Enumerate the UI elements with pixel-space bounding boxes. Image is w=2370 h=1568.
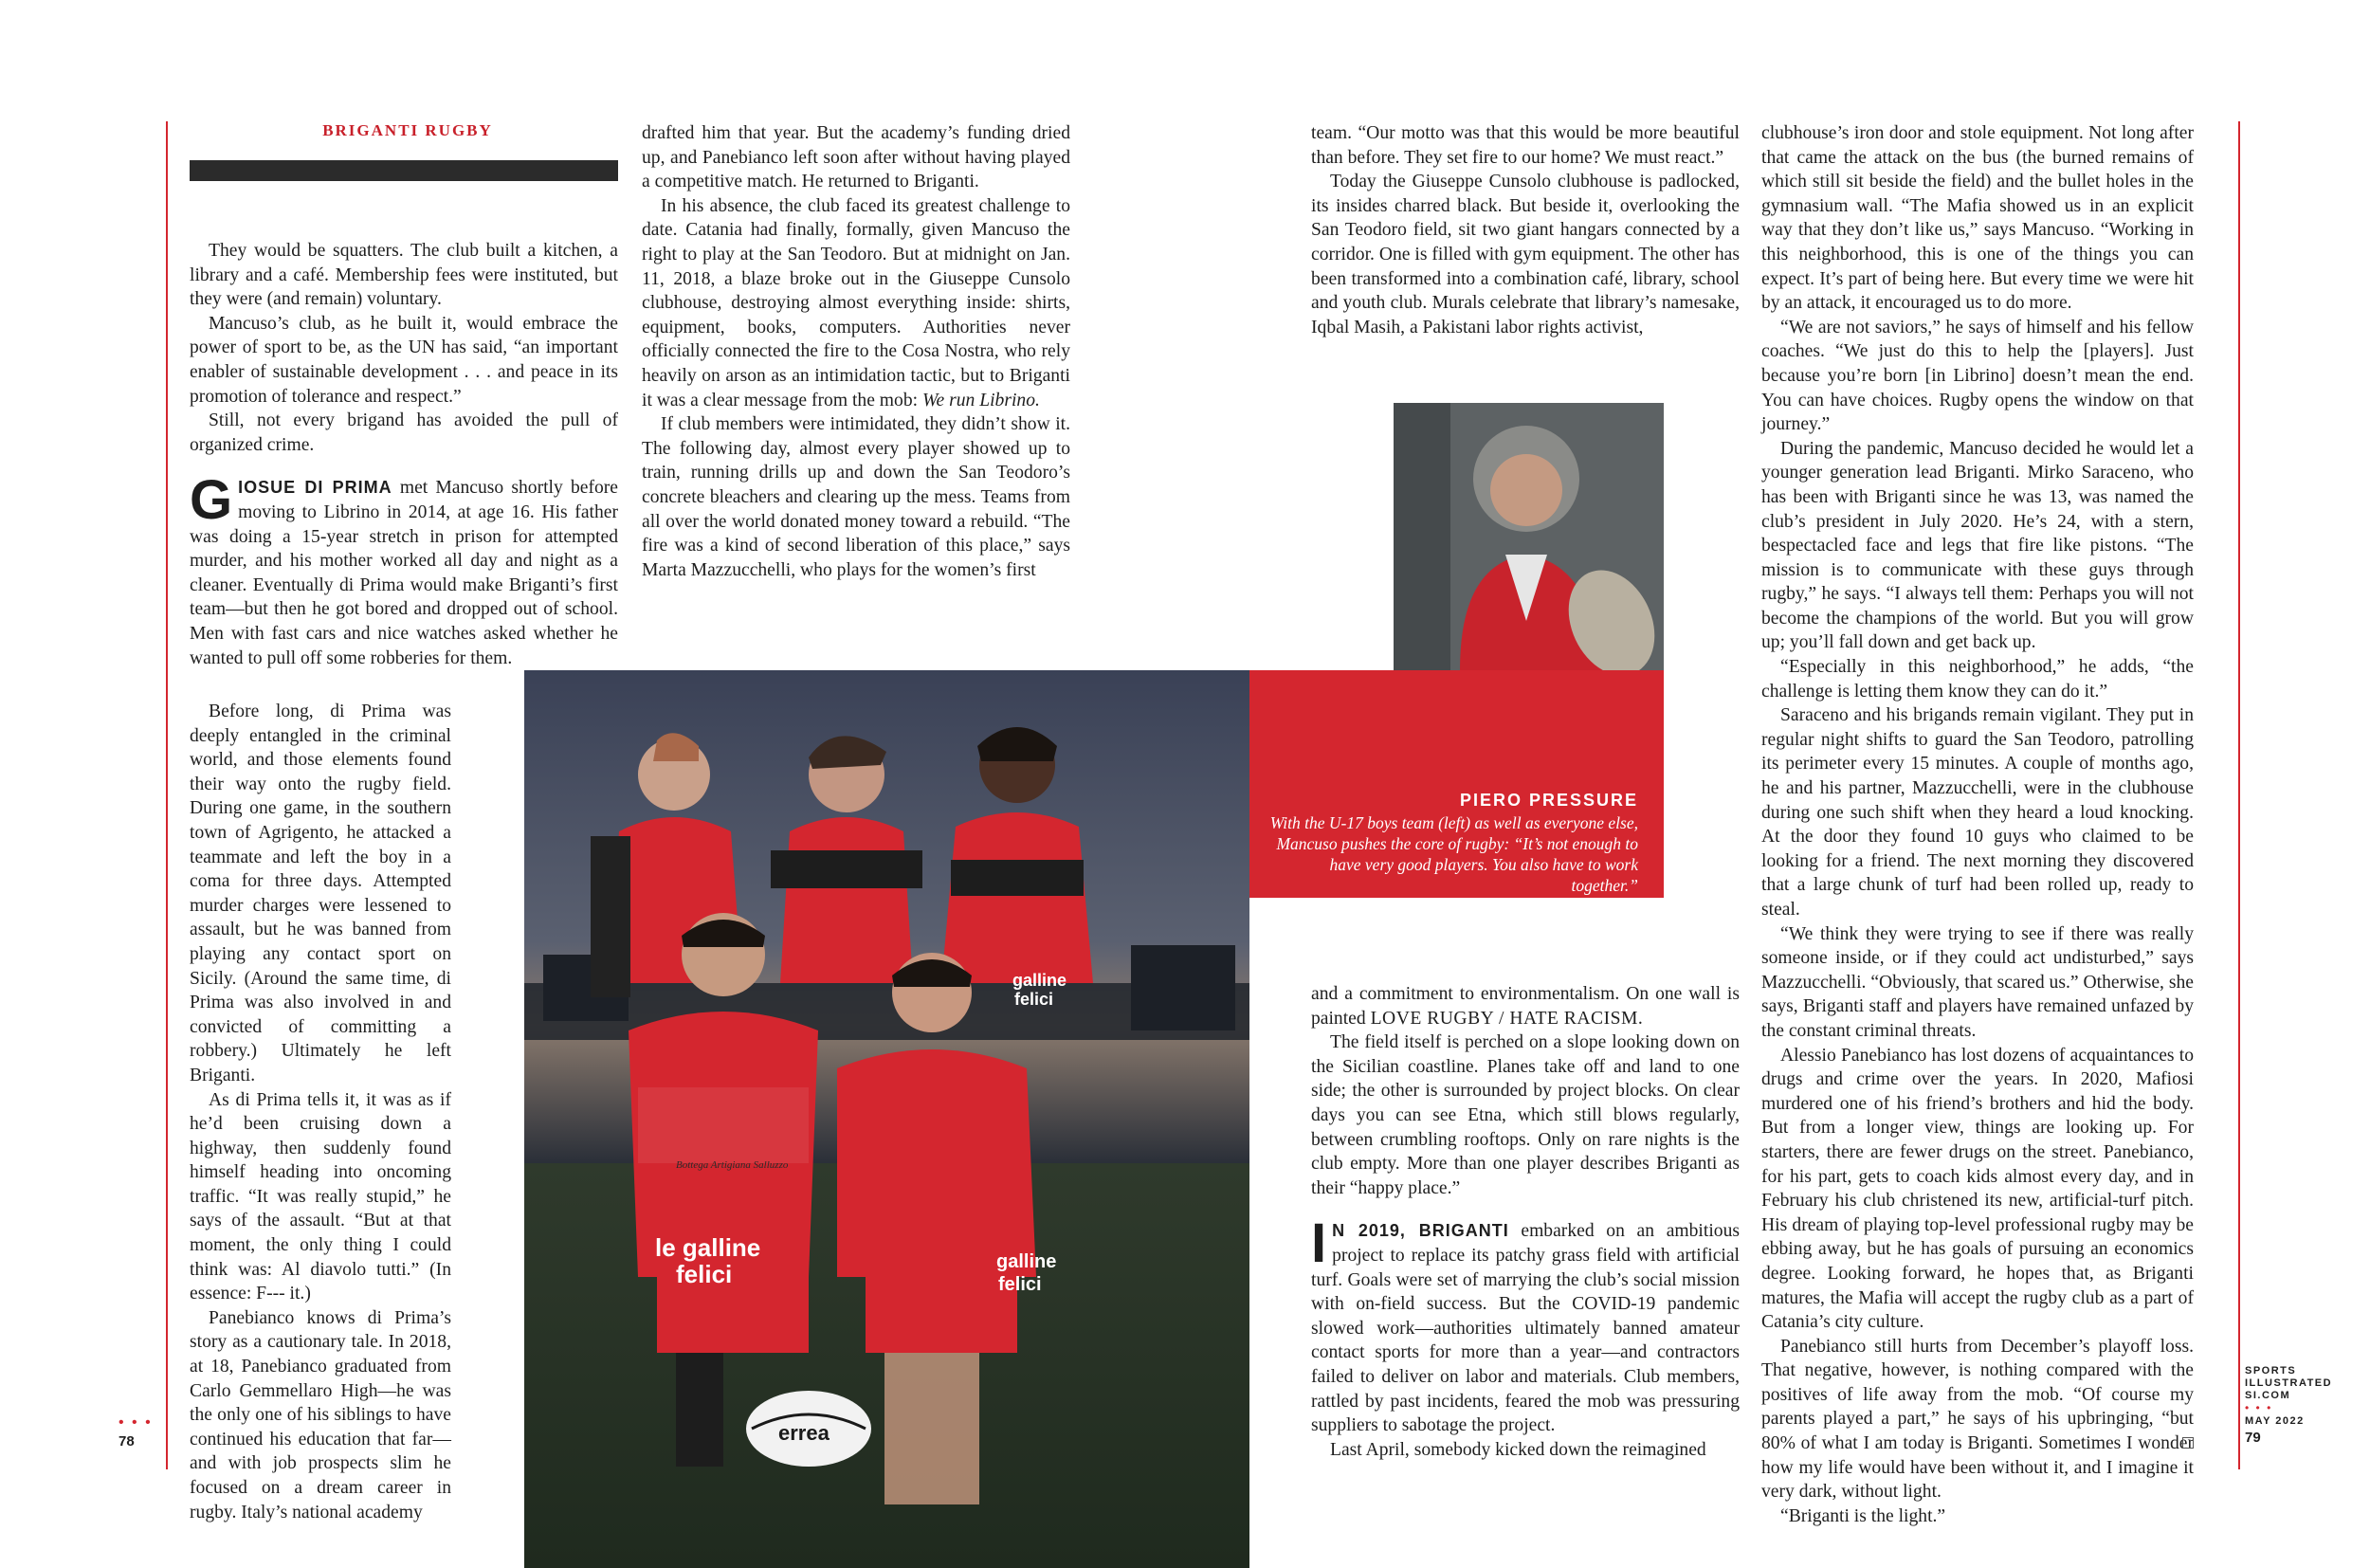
paragraph: “We think they were trying to see if there was really someone inside, or if they could act undisturbed,” says Mazzucchelli. “Obviously, that scared us.” Otherwise, she says, Briganti staff and players have remained unfazed by the constant criminal threats. <box>1761 923 2194 1041</box>
paragraph-text: met Mancuso shortly before moving to Librino in 2014, at age 16. His father was doing a 15-year stretch in prison for attempted murder, and his mother worked all day and night as a cleaner. Eventually di Prima would make Briganti’s first team—but then he got bored and dropped out of school. Men with fast cars and nice watches asked whether he wanted to pull off some robberies for them. <box>190 478 618 668</box>
left-margin-rule <box>166 121 168 1469</box>
paragraph: “Briganti is the light.” <box>1780 1505 1946 1526</box>
paragraph-text: In his absence, the club faced its greatest challenge to date. Catania had finally, formally, given Mancuso the right to play at the San Teodoro. But at midnight on Jan. 11, 2018, a blaze broke out in the Giuseppe Cunsolo clubhouse, destroying almost everything inside: shirts, equipment, books, computers. Authorities never officially connected the fire to the Cosa Nostra, who rely heavily on arson as an intimidation tactic, but to Briganti it was a clear message from the mob: <box>642 195 1070 410</box>
team-photo-illustration <box>524 670 1249 1568</box>
column-1-lower <box>190 700 451 1524</box>
drop-cap: I <box>1311 1212 1327 1275</box>
lead-in: N 2019, BRIGANTI <box>1332 1221 1509 1241</box>
section-bar <box>190 160 618 181</box>
magazine-name: SPORTS <box>2245 1365 2297 1377</box>
paragraph-text: . <box>1637 1008 1643 1029</box>
painted-slogan: LOVE RUGBY / HATE RACISM <box>1370 1008 1638 1029</box>
right-margin-rule <box>2238 121 2240 1469</box>
paragraph: During the pandemic, Mancuso decided he would let a younger generation lead Briganti. Mirko Saraceno, who has been with Briganti since he was 13, was named the club’s president in July 2020. He’s 24, with a stern, bespectacled face and legs that fire like pistons. “The mission is to communicate with these guys through rugby,” he says. “I always tell them: Perhaps you will not become the champions of the world. But you will grow up; you’ll fall down and get back up. <box>1761 438 2194 653</box>
end-mark-icon <box>2182 1437 2194 1449</box>
paragraph-text: and a commitment to environmentalism. On one wall is painted <box>1311 984 1740 1029</box>
paragraph: clubhouse’s iron door and stole equipment. Not long after that came the attack on the bus (the burned remains of which still sit beside the field) and the bullet holes in the gymnasium wall. “The Mafia showed us in an explicit way that they don’t like us,” says Mancuso. “Working in this neighborhood, this is one of the things you can expect. It’s part of being here. But every time we were hit by an attack, it encouraged us to do more. <box>1761 123 2194 314</box>
jersey-sponsor-text: galline <box>1012 971 1067 990</box>
paragraph: “We are not saviors,” he says of himself and his fellow coaches. “We just do this to help the [players]. Just because you’re born [in Librino] doesn’t mean the end. You can have choices. Rugby opens the window on that journey.” <box>1761 317 2194 435</box>
jersey-sponsor-text: galline <box>996 1251 1057 1272</box>
paragraph: Panebianco knows di Prima’s story as a cautionary tale. In 2018, at 18, Panebianco graduated from Carlo Gemmellaro High—he was the only one of his siblings to have continued his education that far—and with job prospects slim he focused on a dream career in rugby. Italy’s national academy <box>190 1307 451 1522</box>
paragraph-text: embarked on an ambitious project to replace its patchy grass field with artificial turf. Goals were set of marrying the club’s social mission with on-field success. But the COVID-19 pandemic slowed work—authorities ultimately banned amateur contact sports for more than a year—and contractors failed to deliver on labor and materials. Club members, rattled by past incidents, feared the mob was pressuring suppliers to sabotage the project. <box>1311 1221 1740 1436</box>
rugby-ball-icon <box>746 1391 871 1467</box>
coach-portrait-illustration <box>1394 403 1664 670</box>
ball-brand-text: errea <box>778 1421 830 1445</box>
paragraph: Before long, di Prima was deeply entangled in the criminal world, and those elements found their way onto the rugby field. During one game, in the southern town of Agrigento, he attacked a teammate and left the boy in a coma for three days. Attempted murder charges were lessened to assault, but he was banned from playing any contact sport on Sicily. (Around the same time, di Prima was also involved in and convicted of committing a robbery.) Ultimately he left Briganti. <box>190 702 451 1085</box>
jersey-sponsor-text: felici <box>676 1260 733 1288</box>
team-photo <box>524 670 1249 1568</box>
paragraph: Last April, somebody kicked down the reimagined <box>1330 1439 1706 1460</box>
italic-text: We run Librino. <box>921 390 1040 410</box>
paragraph <box>1311 982 1740 1030</box>
paragraph: The field itself is perched on a slope looking down on the Sicilian coastline. Planes take off and land to one side; the other is surrounded by project blocks. On clear days you can see Etna, which still blows regularly, between crumbling rooftops. Only on rare nights is the club empty. More than one player describes Briganti as their “happy place.” <box>1311 1032 1740 1198</box>
jersey-sponsor-text: felici <box>1014 990 1054 1009</box>
paragraph-lead <box>190 469 618 670</box>
paragraph: Alessio Panebianco has lost dozens of acquaintances to drugs and crime over the years. In 2020, Mafiosi murdered one of his friend’s brothers and hid the body. But from a longer view, things are looking up. For starters, there are fewer drugs on the street. Panebianco, for his part, gets to coach kids almost every day, and in February his club christened its new, artificial-turf pitch. His dream of playing top-level professional rugby may be ebbing away, but he has goals of pursuing an economics degree. Looking forward, he hopes that, as Briganti matures, the Mafia will accept the rugby club as a part of Catania’s city culture. <box>1761 1045 2194 1333</box>
caption-headline: PIERO PRESSURE <box>1459 791 1638 810</box>
coach-portrait <box>1394 403 1664 670</box>
paragraph: If club members were intimidated, they didn’t show it. The following day, almost every player showed up to train, running drills up and down the San Teodoro’s concrete bleachers and clearing up the mess. Teams from all over the world donated money toward a rebuild. “The fire was a kind of second liberation of this place,” says Marta Mazzucchelli, who plays for the women’s first <box>642 414 1070 580</box>
paragraph: Panebianco still hurts from December’s playoff loss. That negative, however, is nothing compared with the positives of life away from the mob. “Of course my parents played a part,” he says of his upbringing, “but 80% of what I am today is Briganti. Sometimes I wonder how my life would have been without it, and I imagine it very dark, without light. <box>1761 1336 2194 1503</box>
paragraph: Mancuso’s club, as he built it, would embrace the power of sport to be, as the UN has said, “an important enabler of sustainable development . . . and peace in its promotion of tolerance and respect.” <box>190 313 618 407</box>
paragraph: “Especially in this neighborhood,” he adds, “the challenge is letting them know they can do it.” <box>1761 657 2194 702</box>
folio-dots-left: • • • <box>118 1414 153 1431</box>
page-number-right: 79 <box>2245 1430 2261 1446</box>
paragraph <box>642 194 1070 412</box>
column-4 <box>1761 121 2194 1528</box>
column-2 <box>642 121 1070 582</box>
issue-date: MAY 2022 <box>2245 1415 2305 1427</box>
jersey-sponsor-text: Bottega Artigiana Salluzzo <box>676 1159 789 1171</box>
column-3-upper <box>1311 121 1740 339</box>
paragraph: As di Prima tells it, it was as if he’d been cruising down a highway, then suddenly found himself heading into oncoming traffic. “It was really stupid,” he says of the assault. “But at that moment, the only thing I could think was: Al diavolo tutti.” (In essence: F--- it.) <box>190 1089 451 1304</box>
drop-cap: G <box>190 469 233 532</box>
paragraph: Still, not every brigand has avoided the pull of organized crime. <box>190 410 618 455</box>
jersey-sponsor-text: le galline <box>655 1233 761 1262</box>
magazine-credit <box>2245 1365 2359 1446</box>
jersey-sponsor-text: felici <box>998 1274 1042 1295</box>
paragraph-lead <box>1311 1212 1740 1437</box>
magazine-url: SI.COM <box>2245 1390 2291 1401</box>
page-number-left: 78 <box>118 1433 135 1449</box>
paragraph: Saraceno and his brigands remain vigilant. They put in regular night shifts to guard the San Teodoro, patrolling its perimeter every 15 minutes. A couple of months ago, he and his partner, Mazzucchelli, were in the clubhouse during one such shift when they heard a loud knocking. At the door they found 10 guys who claimed to be looking for a friend. The next morning they discovered that a large chunk of turf had been rolled up, ready to steal. <box>1761 705 2194 920</box>
paragraph: drafted him that year. But the academy’s funding dried up, and Panebianco left soon after without having played a competitive match. He returned to Briganti. <box>642 123 1070 192</box>
column-3-lower <box>1311 982 1740 1462</box>
section-label: BRIGANTI RUGBY <box>322 121 493 139</box>
column-1-upper <box>190 239 618 670</box>
lead-in: IOSUE DI PRIMA <box>238 478 392 498</box>
paragraph: Today the Giuseppe Cunsolo clubhouse is padlocked, its insides charred black. But beside it, overlooking the San Teodoro field, sit two giant hangars connected by a corridor. One is filled with gym equipment. The other has been transformed into a combination café, library, school and youth club. Murals celebrate that library’s namesake, Iqbal Masih, a Pakistani labor rights activist, <box>1311 172 1740 337</box>
caption-text: With the U-17 boys team (left) as well as everyone else, Mancuso pushes the core of rugby: “It’s not enough to have very good players. You also have to work together.” <box>1269 813 1638 895</box>
folio-dots-right: • • • <box>2245 1401 2273 1414</box>
magazine-name: ILLUSTRATED <box>2245 1377 2333 1389</box>
paragraph: They would be squatters. The club built a kitchen, a library and a café. Membership fees were instituted, but they were (and remain) voluntary. <box>190 241 618 310</box>
paragraph: team. “Our motto was that this would be more beautiful than before. They set fire to our home? We must react.” <box>1311 123 1740 168</box>
